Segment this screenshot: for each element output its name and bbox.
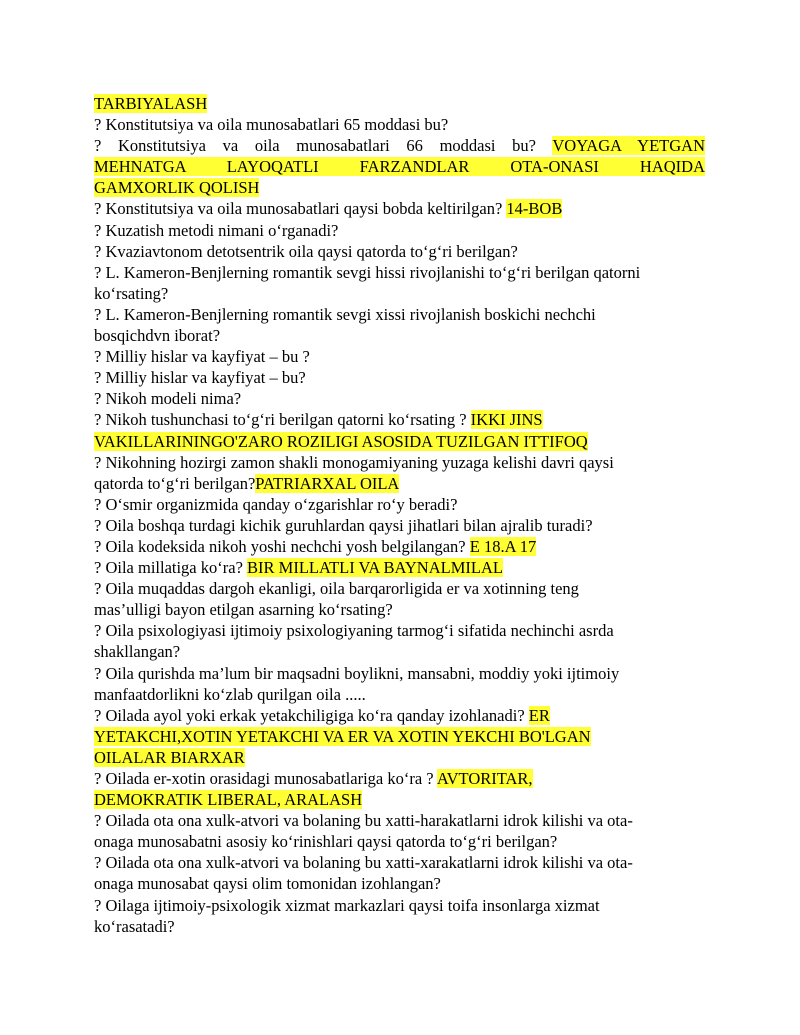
highlighted-answer: MEHNATGA LAYOQATLI FARZANDLAR OTA-ONASI HAQIDA	[94, 157, 705, 177]
question-text: ? Milliy hislar va kayfiyat – bu ?	[94, 347, 310, 367]
text-line	[94, 409, 705, 430]
text-line	[94, 494, 705, 515]
question-text: ? Nikoh modeli nima?	[94, 389, 242, 409]
text-line	[94, 768, 705, 789]
highlighted-answer: BIR MILLATLI VA BAYNALMILAL	[247, 558, 503, 578]
text-line	[94, 367, 705, 388]
text-line	[94, 325, 705, 346]
text-line	[94, 536, 705, 557]
text-line	[94, 873, 705, 894]
highlighted-answer: OILALAR BIARXAR	[94, 747, 245, 767]
question-text: bosqichdvn iborat?	[94, 326, 221, 346]
text-line	[94, 241, 705, 262]
text-line	[94, 620, 705, 641]
question-text: mas’ulligi bayon etilgan asarning ko‘rsating?	[94, 600, 393, 620]
text-line	[94, 578, 705, 599]
question-text: ? L. Kameron-Benjlerning romantik sevgi xissi rivojlanish boskichi nechchi	[94, 304, 596, 324]
question-text: onaga munosabatni asosiy ko‘rinishlari qaysi qatorda to‘g‘ri berilgan?	[94, 832, 558, 852]
question-text: ? L. Kameron-Benjlerning romantik sevgi hissi rivojlanishi to‘g‘ri berilgan qatorni	[94, 262, 641, 282]
text-line	[94, 810, 705, 831]
question-text: shakllangan?	[94, 642, 181, 662]
text-line	[94, 641, 705, 662]
text-line	[94, 283, 705, 304]
text-line	[94, 599, 705, 620]
question-text: ? O‘smir organizmida qanday o‘zgarishlar ro‘y beradi?	[94, 494, 458, 514]
text-line	[94, 304, 705, 325]
question-text: ? Kuzatish metodi nimani o‘rganadi?	[94, 220, 339, 240]
text-line	[94, 177, 705, 198]
text-line	[94, 726, 705, 747]
highlighted-answer: ER	[528, 705, 550, 725]
highlighted-answer: 14-BOB	[506, 199, 563, 219]
text-line	[94, 262, 705, 283]
question-text: ? Oilada ota ona xulk-atvori va bolaning bu xatti-xarakatlarni idrok kilishi va ota-	[94, 853, 633, 873]
text-line	[94, 916, 705, 937]
question-text: ? Oilada ayol yoki erkak yetakchiligiga ko‘ra qanday izohlanadi?	[94, 705, 529, 725]
text-line	[94, 198, 705, 219]
question-text: ? Oilaga ijtimoiy-psixologik xizmat markazlari qaysi toifa insonlarga xizmat	[94, 895, 600, 915]
question-text: ? Oila boshqa turdagi kichik guruhlardan qaysi jihatlari bilan ajralib turadi?	[94, 515, 593, 535]
highlighted-answer: PATRIARXAL OILA	[255, 473, 400, 493]
text-line	[94, 789, 705, 810]
text-line	[94, 93, 705, 114]
question-text: ? Nikohning hozirgi zamon shakli monogamiyaning yuzaga kelishi davri qaysi	[94, 452, 614, 472]
question-text: ? Kvaziavtonom detotsentrik oila qaysi qatorda to‘g‘ri berilgan?	[94, 241, 518, 261]
highlighted-answer: VAKILLARININGO'ZARO ROZILIGI ASOSIDA TUZILGAN ITTIFOQ	[94, 431, 588, 451]
text-line	[94, 388, 705, 409]
question-text: qatorda to‘g‘ri berilgan?	[94, 473, 256, 493]
question-text: ? Oila qurishda ma’lum bir maqsadni boylikni, mansabni, moddiy yoki ijtimoiy	[94, 663, 620, 683]
text-line	[94, 473, 705, 494]
question-text: ko‘rasatadi?	[94, 916, 175, 936]
question-text: ? Oila psixologiyasi ijtimoiy psixologiyaning tarmog‘i sifatida nechinchi asrda	[94, 621, 614, 641]
text-line	[94, 156, 705, 177]
text-line	[94, 346, 705, 367]
text-line	[94, 747, 705, 768]
question-text: ? Oila muqaddas dargoh ekanligi, oila barqarorligida er va xotinning teng	[94, 579, 579, 599]
text-line	[94, 705, 705, 726]
question-text: ? Konstitutsiya va oila munosabatlari 66 moddasi bu?	[94, 136, 553, 156]
question-list	[94, 93, 705, 937]
question-text: manfaatdorlikni ko‘zlab qurilgan oila .....	[94, 684, 366, 704]
question-text: ? Konstitutsiya va oila munosabatlari qaysi bobda keltirilgan?	[94, 199, 507, 219]
question-text: ? Oila millatiga ko‘ra?	[94, 558, 248, 578]
text-line	[94, 114, 705, 135]
question-text: ? Konstitutsiya va oila munosabatlari 65 moddasi bu?	[94, 115, 449, 135]
text-line	[94, 515, 705, 536]
text-line	[94, 220, 705, 241]
highlighted-answer: E 18.A 17	[469, 536, 537, 556]
highlighted-answer: IKKI JINS	[470, 410, 543, 430]
text-line	[94, 895, 705, 916]
question-text: ? Milliy hislar va kayfiyat – bu?	[94, 368, 306, 388]
text-line	[94, 663, 705, 684]
question-text: ko‘rsating?	[94, 283, 169, 303]
question-text: ? Nikoh tushunchasi to‘g‘ri berilgan qatorni ko‘rsating ?	[94, 410, 471, 430]
question-text: ? Oilada ota ona xulk-atvori va bolaning bu xatti-harakatlarni idrok kilishi va ota-	[94, 811, 633, 831]
question-text: ? Oilada er-xotin orasidagi munosabatlariga ko‘ra ?	[94, 769, 437, 788]
text-line	[94, 557, 705, 578]
highlighted-answer: VOYAGA YETGAN	[552, 136, 705, 156]
highlighted-answer: TARBIYALASH	[94, 94, 208, 113]
highlighted-answer: AVTORITAR,	[436, 769, 533, 788]
highlighted-answer: DEMOKRATIK LIBERAL, ARALASH	[94, 790, 363, 810]
text-line	[94, 852, 705, 873]
question-text: onaga munosabat qaysi olim tomonidan izohlangan?	[94, 874, 441, 894]
text-line	[94, 831, 705, 852]
text-line	[94, 684, 705, 705]
highlighted-answer: YETAKCHI,XOTIN YETAKCHI VA ER VA XOTIN YEKCHI BO'LGAN	[94, 726, 591, 746]
question-text: ? Oila kodeksida nikoh yoshi nechchi yosh belgilangan?	[94, 536, 470, 556]
highlighted-answer: GAMXORLIK QOLISH	[94, 178, 260, 198]
text-line	[94, 452, 705, 473]
text-line	[94, 135, 705, 156]
text-line	[94, 431, 705, 452]
